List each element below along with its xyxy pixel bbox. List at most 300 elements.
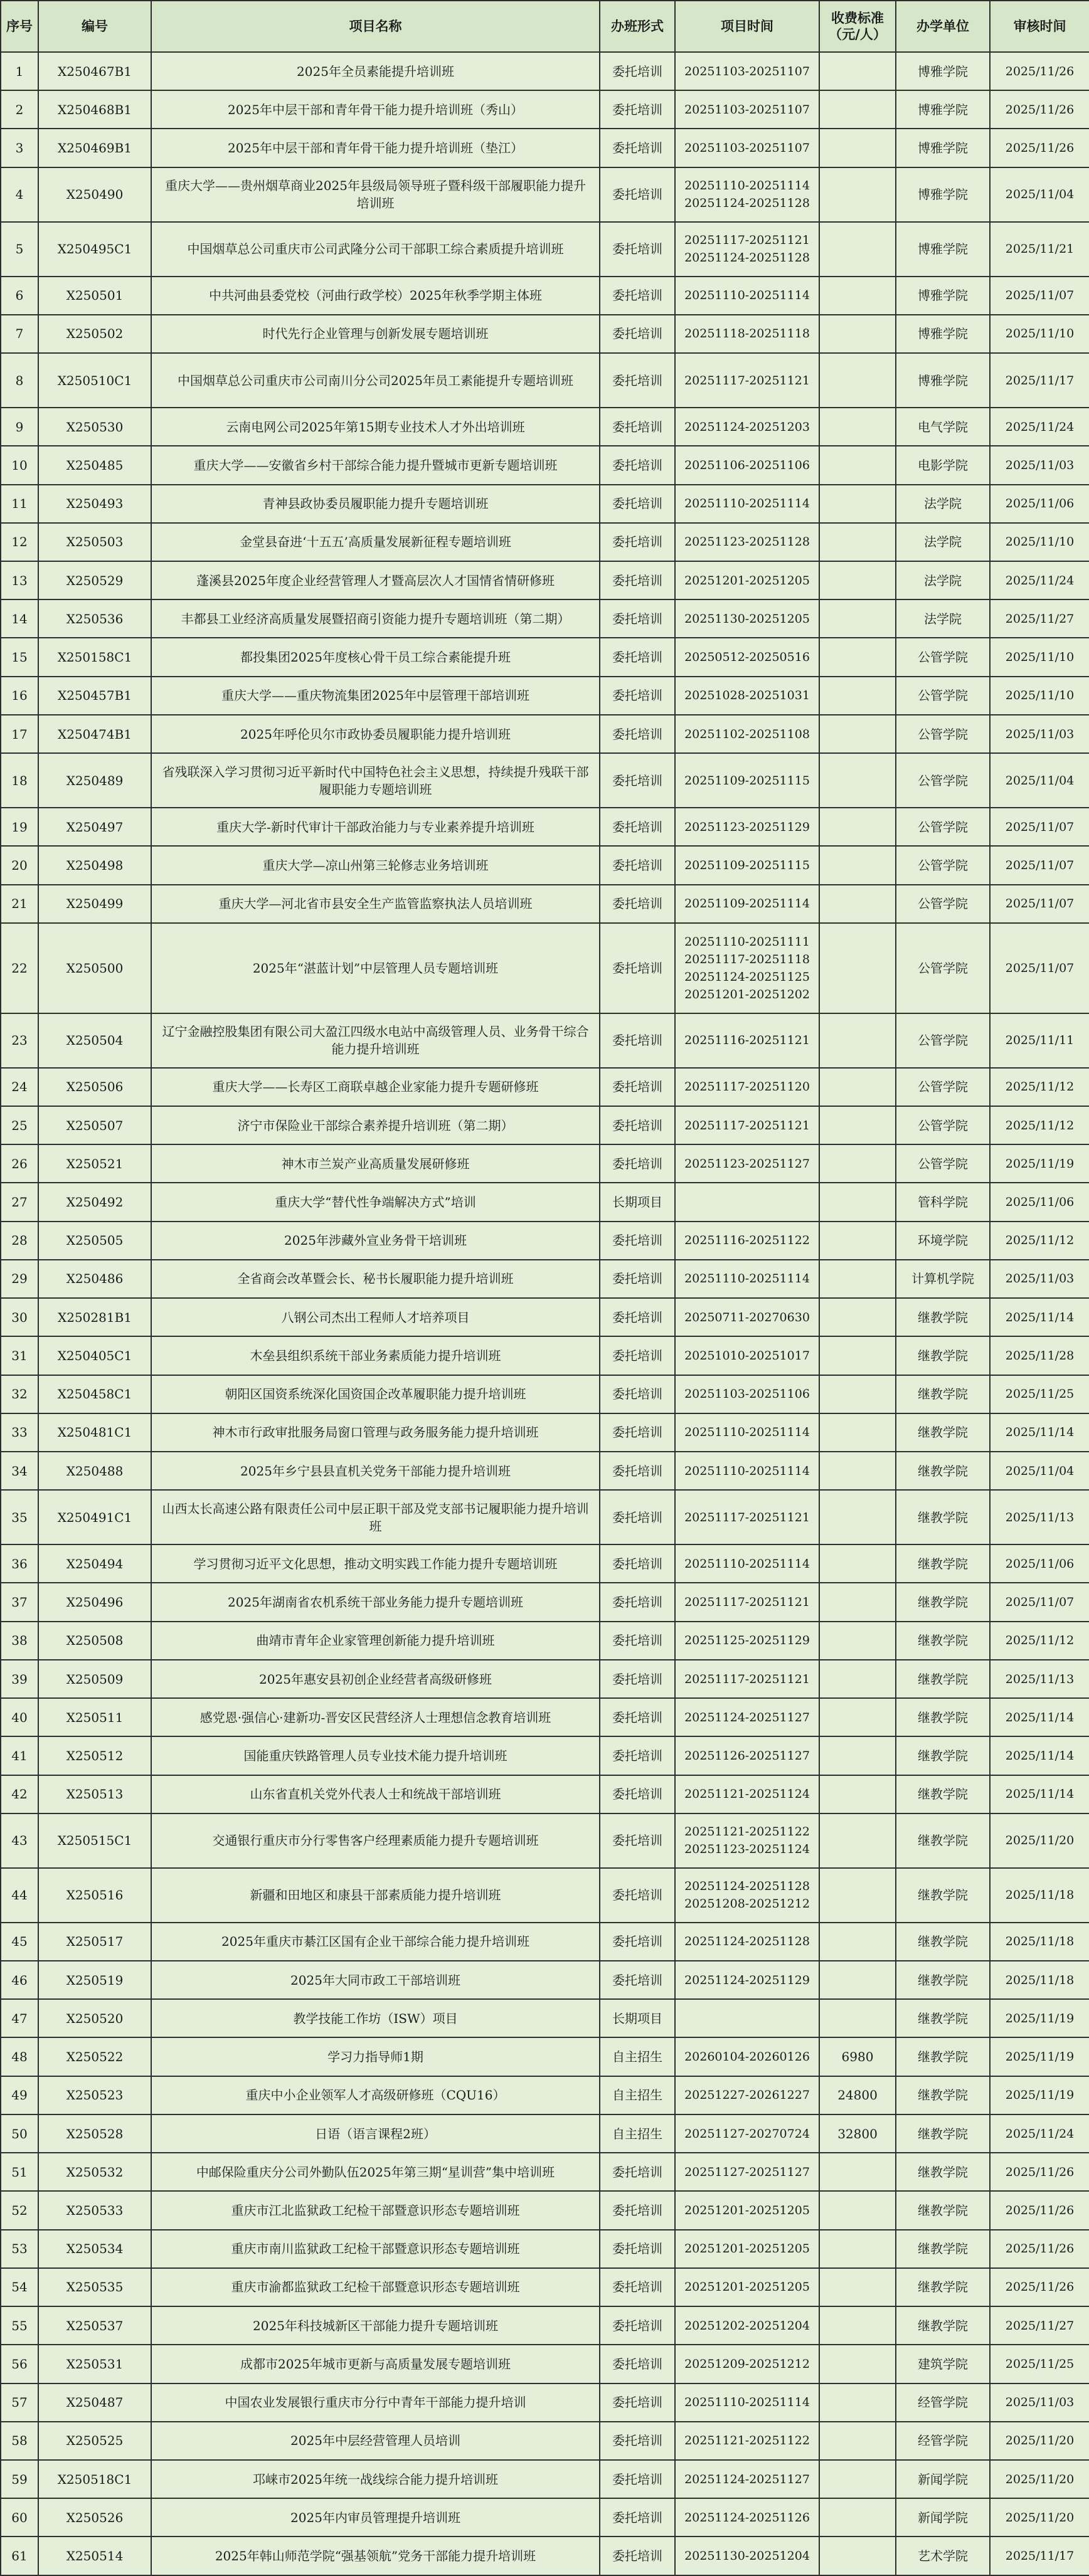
cell-code: X250496 xyxy=(38,1583,151,1621)
cell-fee xyxy=(819,599,896,638)
cell-format: 委托培训 xyxy=(600,2536,675,2575)
cell-fee xyxy=(819,1775,896,1813)
cell-code: X250474B1 xyxy=(38,715,151,753)
cell-code: X250489 xyxy=(38,753,151,808)
cell-format: 委托培训 xyxy=(600,1698,675,1736)
header-review-date: 审核时间 xyxy=(990,1,1089,52)
cell-review-date: 2025/11/04 xyxy=(990,1452,1089,1490)
cell-fee xyxy=(819,222,896,277)
cell-unit: 继教学院 xyxy=(896,1736,990,1775)
cell-index: 23 xyxy=(1,1013,38,1068)
table-row xyxy=(1,1298,1089,1336)
cell-index: 2 xyxy=(1,90,38,129)
cell-time: 20251124-20251129 xyxy=(675,1961,819,1999)
cell-fee xyxy=(819,2345,896,2383)
cell-index: 24 xyxy=(1,1068,38,1106)
cell-index: 45 xyxy=(1,1923,38,1961)
cell-project-name: 辽宁金融控股集团有限公司大盈江四级水电站中高级管理人员、业务骨干综合能力提升培训班 xyxy=(151,1013,600,1068)
cell-time: 20251201-20251205 xyxy=(675,2191,819,2229)
cell-index: 10 xyxy=(1,446,38,484)
cell-code: X250510C1 xyxy=(38,353,151,408)
table-row xyxy=(1,1868,1089,1923)
cell-code: X250481C1 xyxy=(38,1413,151,1452)
cell-unit: 继教学院 xyxy=(896,2153,990,2191)
cell-fee xyxy=(819,2153,896,2191)
cell-unit: 博雅学院 xyxy=(896,315,990,353)
table-row xyxy=(1,129,1089,167)
cell-index: 22 xyxy=(1,923,38,1013)
cell-review-date: 2025/11/24 xyxy=(990,408,1089,446)
table-row xyxy=(1,2383,1089,2422)
cell-index: 20 xyxy=(1,846,38,884)
cell-code: X250523 xyxy=(38,2076,151,2114)
cell-project-name: 2025年全员素能提升培训班 xyxy=(151,52,600,90)
cell-fee xyxy=(819,753,896,808)
cell-index: 26 xyxy=(1,1144,38,1183)
cell-unit: 艺术学院 xyxy=(896,2536,990,2575)
table-row xyxy=(1,2498,1089,2536)
cell-format: 自主招生 xyxy=(600,2114,675,2153)
cell-project-name: 2025年“湛蓝计划”中层管理人员专题培训班 xyxy=(151,923,600,1013)
cell-project-name: 山西太长高速公路有限责任公司中层正职干部及党支部书记履职能力提升培训班 xyxy=(151,1490,600,1544)
cell-time: 20251124-20251127 xyxy=(675,2460,819,2498)
cell-fee xyxy=(819,1961,896,1999)
cell-time: 20251124-20251128 20251208-20251212 xyxy=(675,1868,819,1923)
cell-unit: 博雅学院 xyxy=(896,90,990,129)
cell-unit: 公管学院 xyxy=(896,1144,990,1183)
cell-format: 委托培训 xyxy=(600,523,675,561)
cell-unit: 继教学院 xyxy=(896,1622,990,1660)
cell-index: 36 xyxy=(1,1544,38,1583)
table-row xyxy=(1,1961,1089,1999)
table-row xyxy=(1,1106,1089,1144)
cell-project-name: 八钢公司杰出工程师人才培养项目 xyxy=(151,1298,600,1336)
cell-time: 20251117-20251121 xyxy=(675,1660,819,1698)
cell-unit: 继教学院 xyxy=(896,2268,990,2306)
cell-review-date: 2025/11/20 xyxy=(990,1813,1089,1868)
cell-time: 20251130-20251204 xyxy=(675,2536,819,2575)
cell-index: 51 xyxy=(1,2153,38,2191)
cell-index: 27 xyxy=(1,1183,38,1221)
cell-code: X250494 xyxy=(38,1544,151,1583)
cell-code: X250492 xyxy=(38,1183,151,1221)
table-row xyxy=(1,1583,1089,1621)
cell-fee xyxy=(819,923,896,1013)
table-row xyxy=(1,485,1089,523)
table-row xyxy=(1,2114,1089,2153)
cell-time: 20251110-20251114 xyxy=(675,277,819,315)
cell-review-date: 2025/11/03 xyxy=(990,1260,1089,1298)
cell-index: 1 xyxy=(1,52,38,90)
cell-project-name: 曲靖市青年企业家管理创新能力提升培训班 xyxy=(151,1622,600,1660)
cell-format: 委托培训 xyxy=(600,599,675,638)
cell-code: X250469B1 xyxy=(38,129,151,167)
cell-code: X250500 xyxy=(38,923,151,1013)
header-time: 项目时间 xyxy=(675,1,819,52)
cell-unit: 经管学院 xyxy=(896,2383,990,2422)
table-row xyxy=(1,1452,1089,1490)
cell-format: 委托培训 xyxy=(600,1868,675,1923)
cell-format: 委托培训 xyxy=(600,485,675,523)
cell-project-name: 蓬溪县2025年度企业经营管理人才暨高层次人才国情省情研修班 xyxy=(151,561,600,599)
cell-review-date: 2025/11/25 xyxy=(990,1375,1089,1413)
cell-fee xyxy=(819,1375,896,1413)
cell-review-date: 2025/11/12 xyxy=(990,1106,1089,1144)
cell-unit: 公管学院 xyxy=(896,1106,990,1144)
cell-review-date: 2025/11/04 xyxy=(990,753,1089,808)
cell-index: 33 xyxy=(1,1413,38,1452)
cell-format: 委托培训 xyxy=(600,90,675,129)
cell-project-name: 成都市2025年城市更新与高质量发展专题培训班 xyxy=(151,2345,600,2383)
cell-fee xyxy=(819,90,896,129)
cell-format: 委托培训 xyxy=(600,1452,675,1490)
cell-index: 54 xyxy=(1,2268,38,2306)
cell-fee xyxy=(819,2306,896,2345)
cell-unit: 公管学院 xyxy=(896,885,990,923)
cell-index: 19 xyxy=(1,808,38,846)
header-unit: 办学单位 xyxy=(896,1,990,52)
table-row xyxy=(1,1183,1089,1221)
cell-time: 20251103-20251107 xyxy=(675,52,819,90)
cell-review-date: 2025/11/13 xyxy=(990,1660,1089,1698)
cell-project-name: 2025年乡宁县县直机关党务干部能力提升培训班 xyxy=(151,1452,600,1490)
cell-code: X250499 xyxy=(38,885,151,923)
table-row xyxy=(1,753,1089,808)
cell-fee xyxy=(819,523,896,561)
cell-unit: 继教学院 xyxy=(896,1336,990,1375)
cell-index: 39 xyxy=(1,1660,38,1698)
cell-unit: 继教学院 xyxy=(896,2114,990,2153)
cell-unit: 经管学院 xyxy=(896,2422,990,2460)
cell-time: 20251110-20251111 20251117-20251118 20251124-20251125 20251201-20251202 xyxy=(675,923,819,1013)
cell-format: 委托培训 xyxy=(600,885,675,923)
cell-unit: 公管学院 xyxy=(896,1068,990,1106)
cell-index: 13 xyxy=(1,561,38,599)
cell-review-date: 2025/11/12 xyxy=(990,1222,1089,1260)
table-row xyxy=(1,2153,1089,2191)
table-row xyxy=(1,1923,1089,1961)
cell-fee xyxy=(819,885,896,923)
cell-review-date: 2025/11/26 xyxy=(990,90,1089,129)
cell-code: X250507 xyxy=(38,1106,151,1144)
cell-fee xyxy=(819,129,896,167)
cell-index: 32 xyxy=(1,1375,38,1413)
table-row xyxy=(1,1413,1089,1452)
cell-index: 57 xyxy=(1,2383,38,2422)
table-row xyxy=(1,1544,1089,1583)
cell-format: 委托培训 xyxy=(600,677,675,715)
table-row xyxy=(1,1222,1089,1260)
cell-code: X250495C1 xyxy=(38,222,151,277)
table-row xyxy=(1,2536,1089,2575)
cell-code: X250502 xyxy=(38,315,151,353)
cell-index: 6 xyxy=(1,277,38,315)
cell-index: 48 xyxy=(1,2037,38,2076)
cell-review-date: 2025/11/26 xyxy=(990,129,1089,167)
cell-index: 15 xyxy=(1,638,38,676)
cell-unit: 博雅学院 xyxy=(896,222,990,277)
cell-project-name: 2025年湖南省农机系统干部业务能力提升专题培训班 xyxy=(151,1583,600,1621)
cell-index: 21 xyxy=(1,885,38,923)
cell-unit: 管科学院 xyxy=(896,1183,990,1221)
cell-fee xyxy=(819,1068,896,1106)
cell-review-date: 2025/11/26 xyxy=(990,2191,1089,2229)
cell-format: 委托培训 xyxy=(600,446,675,484)
cell-format: 委托培训 xyxy=(600,808,675,846)
cell-time: 20251124-20251203 xyxy=(675,408,819,446)
table-row xyxy=(1,2345,1089,2383)
cell-review-date: 2025/11/27 xyxy=(990,599,1089,638)
cell-unit: 博雅学院 xyxy=(896,167,990,222)
cell-code: X250505 xyxy=(38,1222,151,1260)
cell-time: 20251116-20251122 xyxy=(675,1222,819,1260)
cell-unit: 继教学院 xyxy=(896,1490,990,1544)
cell-format: 委托培训 xyxy=(600,753,675,808)
cell-code: X250530 xyxy=(38,408,151,446)
cell-project-name: 重庆市江北监狱政工纪检干部暨意识形态专题培训班 xyxy=(151,2191,600,2229)
cell-project-name: 重庆大学—河北省市县安全生产监管监察执法人员培训班 xyxy=(151,885,600,923)
cell-project-name: 2025年惠安县初创企业经营者高级研修班 xyxy=(151,1660,600,1698)
cell-time: 20251110-20251114 20251124-20251128 xyxy=(675,167,819,222)
cell-unit: 继教学院 xyxy=(896,1868,990,1923)
table-body xyxy=(1,52,1089,2575)
table-row xyxy=(1,90,1089,129)
cell-time: 20251110-20251114 xyxy=(675,1452,819,1490)
cell-project-name: 中共河曲县委党校（河曲行政学校）2025年秋季学期主体班 xyxy=(151,277,600,315)
cell-format: 自主招生 xyxy=(600,2076,675,2114)
cell-code: X250281B1 xyxy=(38,1298,151,1336)
table-row xyxy=(1,315,1089,353)
cell-unit: 法学院 xyxy=(896,561,990,599)
cell-project-name: 济宁市保险业干部综合素养提升培训班（第二期） xyxy=(151,1106,600,1144)
cell-format: 委托培训 xyxy=(600,277,675,315)
cell-unit: 公管学院 xyxy=(896,808,990,846)
cell-format: 委托培训 xyxy=(600,1375,675,1413)
cell-review-date: 2025/11/11 xyxy=(990,1013,1089,1068)
cell-project-name: 时代先行企业管理与创新发展专题培训班 xyxy=(151,315,600,353)
cell-fee xyxy=(819,408,896,446)
cell-unit: 继教学院 xyxy=(896,1375,990,1413)
cell-time: 20251116-20251121 xyxy=(675,1013,819,1068)
cell-format: 委托培训 xyxy=(600,1260,675,1298)
cell-unit: 公管学院 xyxy=(896,846,990,884)
cell-fee xyxy=(819,1660,896,1698)
cell-unit: 继教学院 xyxy=(896,1583,990,1621)
cell-fee xyxy=(819,1106,896,1144)
cell-index: 47 xyxy=(1,1999,38,2037)
cell-time: 20251110-20251114 xyxy=(675,2383,819,2422)
cell-code: X250531 xyxy=(38,2345,151,2383)
cell-time: 20251126-20251127 xyxy=(675,1736,819,1775)
cell-unit: 继教学院 xyxy=(896,1413,990,1452)
cell-review-date: 2025/11/04 xyxy=(990,167,1089,222)
cell-review-date: 2025/11/17 xyxy=(990,353,1089,408)
cell-project-name: 重庆市渝都监狱政工纪检干部暨意识形态专题培训班 xyxy=(151,2268,600,2306)
cell-fee: 32800 xyxy=(819,2114,896,2153)
cell-format: 委托培训 xyxy=(600,2191,675,2229)
cell-code: X250528 xyxy=(38,2114,151,2153)
cell-fee xyxy=(819,1222,896,1260)
cell-fee xyxy=(819,2460,896,2498)
cell-index: 25 xyxy=(1,1106,38,1144)
cell-format: 委托培训 xyxy=(600,1490,675,1544)
cell-format: 委托培训 xyxy=(600,408,675,446)
header-fee: 收费标准 （元/人） xyxy=(819,1,896,52)
cell-index: 55 xyxy=(1,2306,38,2345)
table-row xyxy=(1,2460,1089,2498)
table-row xyxy=(1,846,1089,884)
cell-unit: 继教学院 xyxy=(896,1923,990,1961)
cell-review-date: 2025/11/26 xyxy=(990,2153,1089,2191)
cell-unit: 继教学院 xyxy=(896,1698,990,1736)
cell-format: 委托培训 xyxy=(600,315,675,353)
cell-time xyxy=(675,1999,819,2037)
cell-time: 20251109-20251115 xyxy=(675,846,819,884)
cell-time: 20260104-20260126 xyxy=(675,2037,819,2076)
cell-time: 20251109-20251115 xyxy=(675,753,819,808)
cell-fee xyxy=(819,446,896,484)
cell-time: 20251123-20251129 xyxy=(675,808,819,846)
cell-format: 委托培训 xyxy=(600,1923,675,1961)
cell-index: 44 xyxy=(1,1868,38,1923)
cell-project-name: 2025年呼伦贝尔市政协委员履职能力提升培训班 xyxy=(151,715,600,753)
cell-format: 委托培训 xyxy=(600,1813,675,1868)
table-header-row xyxy=(1,1,1089,52)
cell-project-name: 学习贯彻习近平文化思想，推动文明实践工作能力提升专题培训班 xyxy=(151,1544,600,1583)
cell-project-name: 木垒县组织系统干部业务素质能力提升培训班 xyxy=(151,1336,600,1375)
cell-index: 35 xyxy=(1,1490,38,1544)
cell-project-name: 云南电网公司2025年第15期专业技术人才外出培训班 xyxy=(151,408,600,446)
cell-project-name: 朝阳区国资系统深化国资国企改革履职能力提升培训班 xyxy=(151,1375,600,1413)
cell-project-name: 重庆大学——安徽省乡村干部综合能力提升暨城市更新专题培训班 xyxy=(151,446,600,484)
cell-fee xyxy=(819,1144,896,1183)
cell-format: 委托培训 xyxy=(600,1144,675,1183)
cell-code: X250509 xyxy=(38,1660,151,1698)
cell-code: X250513 xyxy=(38,1775,151,1813)
cell-index: 52 xyxy=(1,2191,38,2229)
cell-code: X250511 xyxy=(38,1698,151,1736)
table-row xyxy=(1,1622,1089,1660)
cell-code: X250529 xyxy=(38,561,151,599)
cell-format: 委托培训 xyxy=(600,2306,675,2345)
cell-unit: 继教学院 xyxy=(896,1813,990,1868)
cell-project-name: 全省商会改革暨会长、秘书长履职能力提升培训班 xyxy=(151,1260,600,1298)
cell-review-date: 2025/11/03 xyxy=(990,2383,1089,2422)
table-row xyxy=(1,2422,1089,2460)
cell-project-name: 日语（语言课程2班） xyxy=(151,2114,600,2153)
table-row xyxy=(1,277,1089,315)
table-row xyxy=(1,52,1089,90)
table-row xyxy=(1,1144,1089,1183)
cell-unit: 继教学院 xyxy=(896,1961,990,1999)
cell-time: 20251110-20251114 xyxy=(675,1260,819,1298)
cell-review-date: 2025/11/06 xyxy=(990,485,1089,523)
cell-project-name: 教学技能工作坊（ISW）项目 xyxy=(151,1999,600,2037)
cell-unit: 继教学院 xyxy=(896,1999,990,2037)
cell-review-date: 2025/11/14 xyxy=(990,1298,1089,1336)
cell-code: X250533 xyxy=(38,2191,151,2229)
table-row xyxy=(1,1736,1089,1775)
cell-code: X250522 xyxy=(38,2037,151,2076)
cell-time: 20251124-20251128 xyxy=(675,1923,819,1961)
cell-code: X250516 xyxy=(38,1868,151,1923)
table-row xyxy=(1,353,1089,408)
cell-review-date: 2025/11/26 xyxy=(990,52,1089,90)
cell-unit: 公管学院 xyxy=(896,923,990,1013)
cell-index: 31 xyxy=(1,1336,38,1375)
cell-format: 委托培训 xyxy=(600,1622,675,1660)
cell-fee xyxy=(819,846,896,884)
table-row xyxy=(1,2037,1089,2076)
table-row xyxy=(1,923,1089,1013)
cell-format: 委托培训 xyxy=(600,2422,675,2460)
cell-unit: 博雅学院 xyxy=(896,353,990,408)
cell-code: X250535 xyxy=(38,2268,151,2306)
cell-fee xyxy=(819,1622,896,1660)
cell-format: 委托培训 xyxy=(600,167,675,222)
cell-review-date: 2025/11/27 xyxy=(990,2306,1089,2345)
cell-project-name: 2025年韩山师范学院“强基领航”党务干部能力提升培训班 xyxy=(151,2536,600,2575)
cell-unit: 建筑学院 xyxy=(896,2345,990,2383)
cell-fee xyxy=(819,1413,896,1452)
cell-format: 委托培训 xyxy=(600,2345,675,2383)
cell-review-date: 2025/11/28 xyxy=(990,1336,1089,1375)
cell-time: 20251124-20251126 xyxy=(675,2498,819,2536)
cell-project-name: 新疆和田地区和康县干部素质能力提升培训班 xyxy=(151,1868,600,1923)
cell-review-date: 2025/11/06 xyxy=(990,1544,1089,1583)
table-row xyxy=(1,167,1089,222)
cell-project-name: 山东省直机关党外代表人士和统战干部培训班 xyxy=(151,1775,600,1813)
cell-time: 20251103-20251106 xyxy=(675,1375,819,1413)
table-row xyxy=(1,1336,1089,1375)
cell-project-name: 重庆中小企业领军人才高级研修班（CQU16） xyxy=(151,2076,600,2114)
cell-format: 委托培训 xyxy=(600,561,675,599)
cell-index: 60 xyxy=(1,2498,38,2536)
cell-unit: 继教学院 xyxy=(896,2230,990,2268)
cell-review-date: 2025/11/13 xyxy=(990,1490,1089,1544)
cell-format: 委托培训 xyxy=(600,353,675,408)
cell-time: 20251123-20251127 xyxy=(675,1144,819,1183)
cell-time xyxy=(675,1183,819,1221)
cell-code: X250532 xyxy=(38,2153,151,2191)
cell-format: 委托培训 xyxy=(600,1222,675,1260)
cell-project-name: 青神县政协委员履职能力提升专题培训班 xyxy=(151,485,600,523)
cell-format: 委托培训 xyxy=(600,222,675,277)
cell-time: 20251106-20251106 xyxy=(675,446,819,484)
cell-fee xyxy=(819,1490,896,1544)
table-row xyxy=(1,523,1089,561)
cell-fee xyxy=(819,1868,896,1923)
cell-review-date: 2025/11/25 xyxy=(990,2345,1089,2383)
cell-index: 59 xyxy=(1,2460,38,2498)
cell-project-name: 中国烟草总公司重庆市公司武隆分公司干部职工综合素质提升培训班 xyxy=(151,222,600,277)
cell-index: 11 xyxy=(1,485,38,523)
table-row xyxy=(1,599,1089,638)
cell-fee xyxy=(819,1013,896,1068)
table-row xyxy=(1,1775,1089,1813)
cell-format: 委托培训 xyxy=(600,52,675,90)
cell-unit: 博雅学院 xyxy=(896,277,990,315)
cell-time: 20251121-20251122 20251123-20251124 xyxy=(675,1813,819,1868)
cell-code: X250514 xyxy=(38,2536,151,2575)
cell-code: X250468B1 xyxy=(38,90,151,129)
cell-review-date: 2025/11/07 xyxy=(990,808,1089,846)
cell-review-date: 2025/11/10 xyxy=(990,638,1089,676)
cell-unit: 公管学院 xyxy=(896,715,990,753)
cell-review-date: 2025/11/21 xyxy=(990,222,1089,277)
cell-index: 3 xyxy=(1,129,38,167)
cell-project-name: 感党恩·强信心·建新功-晋安区民营经济人士理想信念教育培训班 xyxy=(151,1698,600,1736)
